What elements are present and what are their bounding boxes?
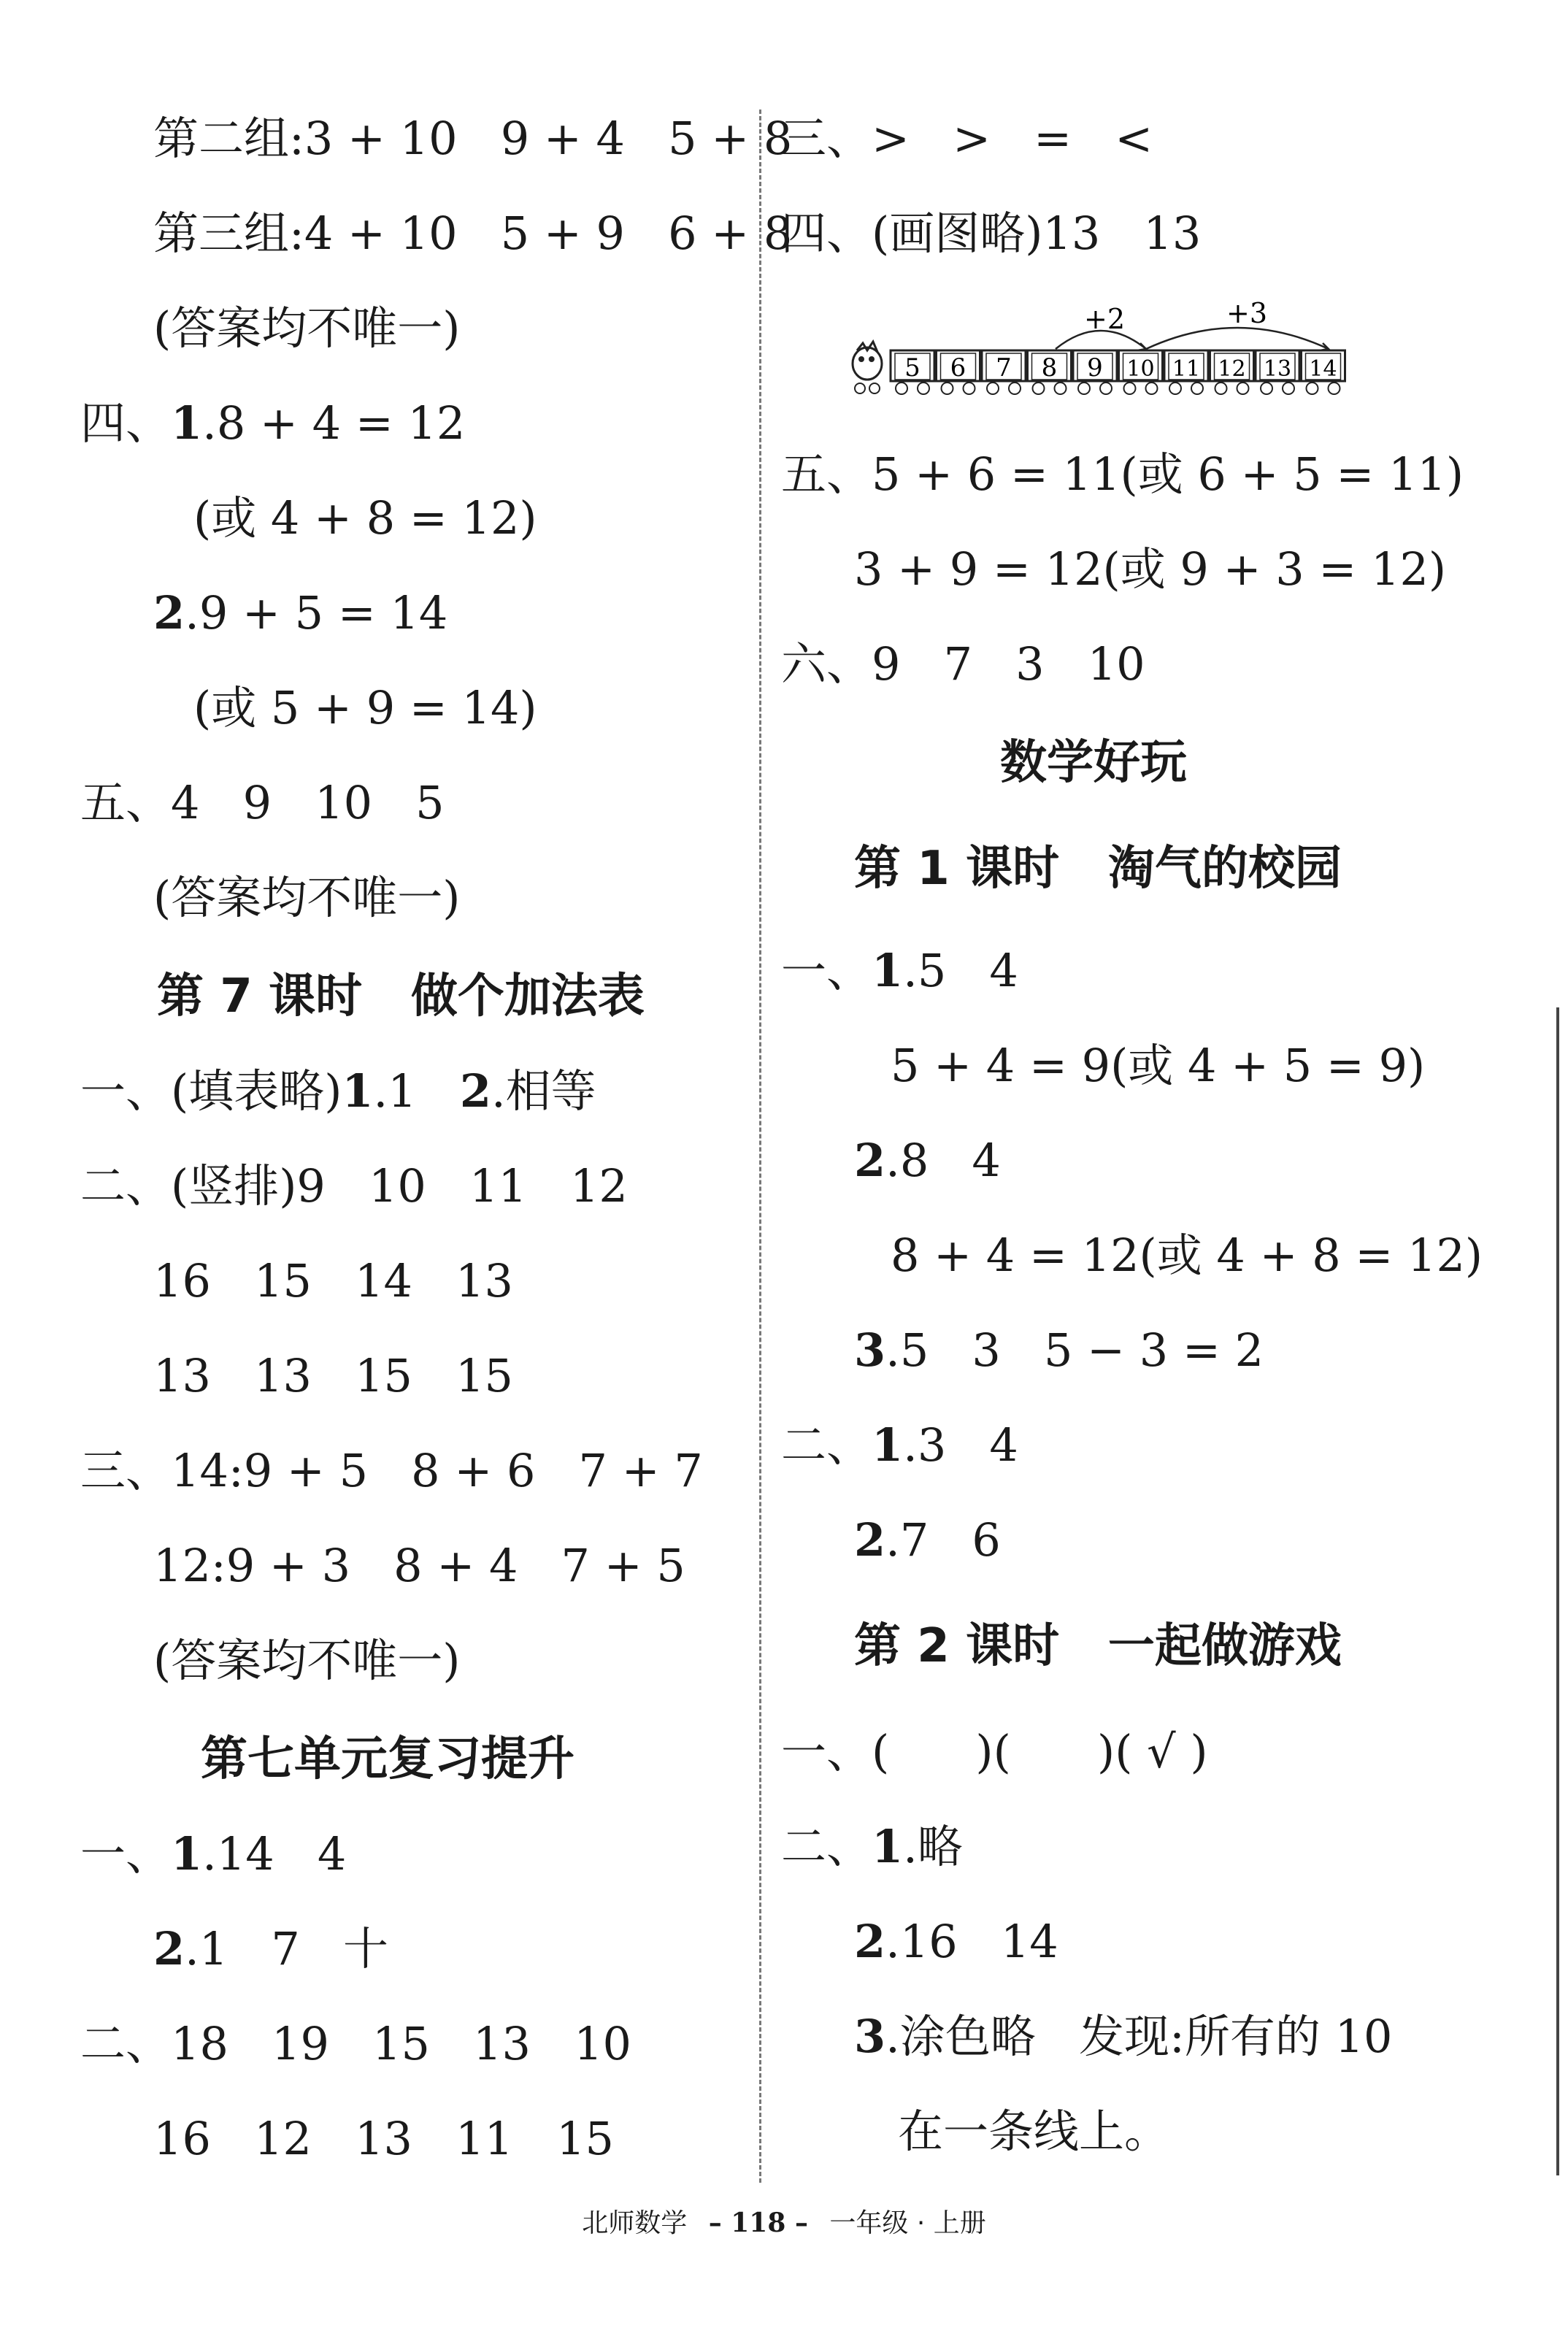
item-number: 3	[854, 2010, 886, 2063]
item-number: 2	[854, 1134, 886, 1187]
answer-line: 第三组:4 + 10 5 + 9 6 + 8	[153, 207, 793, 260]
item-number: 1	[872, 1418, 904, 1472]
item-text: .5 3 5 − 3 = 2	[885, 1324, 1264, 1377]
item-number: 2	[854, 1513, 886, 1567]
answer-line: 在一条线上。	[898, 2105, 1170, 2158]
train-car	[1256, 350, 1299, 394]
section-marker: 二、	[781, 1820, 872, 1873]
answer-note: (答案均不唯一)	[153, 301, 461, 355]
footer-book-title: 北师数学	[582, 2208, 688, 2238]
wheel-icon	[1307, 383, 1318, 394]
item-number: 1	[342, 1064, 374, 1118]
wheel-icon	[1100, 383, 1112, 394]
wheel-icon	[1329, 383, 1340, 394]
item-number: 1	[872, 944, 904, 997]
answer-line: 三、14:9 + 5 8 + 6 7 + 7	[80, 1444, 703, 1497]
answer-line: 8 + 4 = 12(或 4 + 8 = 12)	[891, 1229, 1483, 1282]
answer-line	[781, 1818, 963, 1876]
train-car	[937, 350, 980, 394]
item-number: 2	[153, 1922, 185, 1975]
item-number: 1	[171, 1827, 203, 1881]
train-cars	[891, 350, 1345, 394]
answer-line	[854, 1321, 1264, 1380]
item-text: .14 4	[202, 1827, 347, 1881]
wheel-icon	[1124, 383, 1136, 394]
item-text: .3 4	[903, 1418, 1018, 1472]
page-edge-line	[1556, 1007, 1559, 2175]
train-car	[1073, 350, 1117, 394]
page-number: 118	[731, 2208, 786, 2238]
train-car-number: 10	[1126, 356, 1155, 382]
answer-line: 四、(画图略)13 13	[781, 207, 1202, 260]
answer-line: (或 4 + 8 = 12)	[193, 491, 537, 545]
answer-line	[781, 1416, 1018, 1475]
item-text: .涂色略 发现:所有的 10	[885, 2010, 1393, 2063]
train-car	[1164, 350, 1208, 394]
train-car-number: 11	[1172, 356, 1201, 382]
lesson-heading: 第 1 课时 淘气的校园	[854, 842, 1342, 896]
train-car	[891, 350, 934, 394]
train-car-number: 13	[1263, 356, 1292, 382]
item-text: 一、(填表略)	[80, 1064, 342, 1118]
arc-label-plus-three: +3	[1226, 299, 1268, 329]
train-car-number: 5	[904, 353, 921, 383]
answer-line: 16 12 13 11 15	[153, 2112, 614, 2165]
column-divider	[759, 110, 761, 2183]
train-car	[982, 350, 1026, 394]
page-footer: 北师数学 – 118 – 一年级 · 上册	[582, 2208, 986, 2238]
wheel-icon	[942, 383, 953, 394]
section-marker: 四、	[80, 396, 172, 450]
answer-line: 16 15 14 13	[153, 1254, 513, 1307]
wheel-icon	[1033, 383, 1045, 394]
wheel-icon	[1009, 383, 1021, 394]
train-car	[1119, 350, 1163, 394]
item-text: .9 + 5 = 14	[185, 586, 448, 639]
answer-line	[153, 584, 447, 642]
wheel-icon	[1261, 383, 1272, 394]
section-marker: 一、	[80, 1827, 172, 1881]
wheel-icon	[1055, 383, 1067, 394]
item-text: .7 6	[885, 1513, 1001, 1567]
unit-heading: 第七单元复习提升	[201, 1732, 574, 1786]
answer-line	[854, 1511, 1001, 1570]
answer-line: 二、(竖排)9 10 11 12	[80, 1159, 628, 1213]
lesson-heading: 第 7 课时 做个加法表	[157, 969, 645, 1023]
wheel-icon	[964, 383, 975, 394]
train-car-number: 6	[950, 353, 966, 383]
wheel-icon	[987, 383, 999, 394]
answer-line: 5 + 4 = 9(或 4 + 5 = 9)	[891, 1039, 1426, 1092]
item-text: .8 + 4 = 12	[202, 396, 466, 450]
item-number: 3	[854, 1324, 886, 1377]
item-number: 2	[459, 1064, 491, 1118]
answer-line	[80, 1825, 346, 1883]
item-text: .16 14	[885, 1915, 1058, 1968]
answer-line: 第二组:3 + 10 9 + 4 5 + 8	[153, 112, 793, 165]
wheel-icon	[1146, 383, 1158, 394]
item-text: .略	[903, 1820, 963, 1873]
wheel-icon	[918, 383, 929, 394]
answer-line	[80, 1062, 596, 1121]
answer-line: 六、9 7 3 10	[781, 637, 1145, 691]
train-car-number: 9	[1087, 353, 1103, 383]
wheel-icon	[1169, 383, 1181, 394]
item-text: .1	[373, 1064, 460, 1118]
answer-line	[153, 1920, 388, 1978]
train-car	[1028, 350, 1072, 394]
answer-line: 12:9 + 3 8 + 4 7 + 5	[153, 1539, 685, 1592]
train-car	[1210, 350, 1254, 394]
section-marker: 二、	[781, 1418, 872, 1472]
wheel-icon	[1215, 383, 1227, 394]
item-text: .5 4	[903, 944, 1018, 997]
answer-line	[854, 1913, 1058, 1971]
train-car	[1302, 350, 1345, 394]
answer-note: (答案均不唯一)	[153, 871, 461, 924]
answer-line: 二、18 19 15 13 10	[80, 2017, 631, 2070]
item-text: .相等	[491, 1064, 596, 1118]
number-train-figure	[847, 299, 1431, 409]
answer-note: (答案均不唯一)	[153, 1634, 461, 1687]
wheel-icon	[1237, 383, 1249, 394]
answer-line: 一、( )( )( √ )	[781, 1725, 1208, 1778]
answer-line: 五、5 + 6 = 11(或 6 + 5 = 11)	[781, 447, 1464, 501]
arc-label-plus-two: +2	[1084, 303, 1126, 335]
item-text: .1 7 十	[185, 1922, 388, 1975]
item-number: 2	[153, 586, 185, 639]
wheel-icon	[1283, 383, 1294, 394]
unit-heading: 数学好玩	[1000, 736, 1187, 790]
answer-line	[80, 394, 465, 453]
train-car-number: 12	[1218, 356, 1246, 382]
answer-line: (或 5 + 9 = 14)	[193, 681, 537, 734]
answer-line	[854, 1132, 1001, 1190]
answer-line	[781, 942, 1018, 1000]
answer-line: 3 + 9 = 12(或 9 + 3 = 12)	[854, 542, 1447, 596]
train-car-number: 14	[1309, 356, 1337, 382]
section-marker: 一、	[781, 944, 872, 997]
train-car-number: 7	[996, 353, 1012, 383]
train-car-number: 8	[1041, 353, 1058, 383]
item-number: 1	[872, 1820, 904, 1873]
train-engine-icon	[853, 342, 882, 393]
lesson-heading: 第 2 课时 一起做游戏	[854, 1619, 1342, 1673]
answer-line: 五、4 9 10 5	[80, 776, 445, 829]
footer-grade: 一年级 · 上册	[829, 2208, 986, 2238]
wheel-icon	[1078, 383, 1090, 394]
answer-line: 13 13 15 15	[153, 1349, 513, 1402]
item-text: .8 4	[885, 1134, 1001, 1187]
arc-plus-three	[1146, 328, 1329, 349]
item-number: 2	[854, 1915, 886, 1968]
answer-line	[854, 2008, 1392, 2066]
wheel-icon	[896, 383, 907, 394]
item-number: 1	[171, 396, 203, 450]
answer-line: 三、> > = <	[781, 112, 1153, 165]
wheel-icon	[1191, 383, 1203, 394]
